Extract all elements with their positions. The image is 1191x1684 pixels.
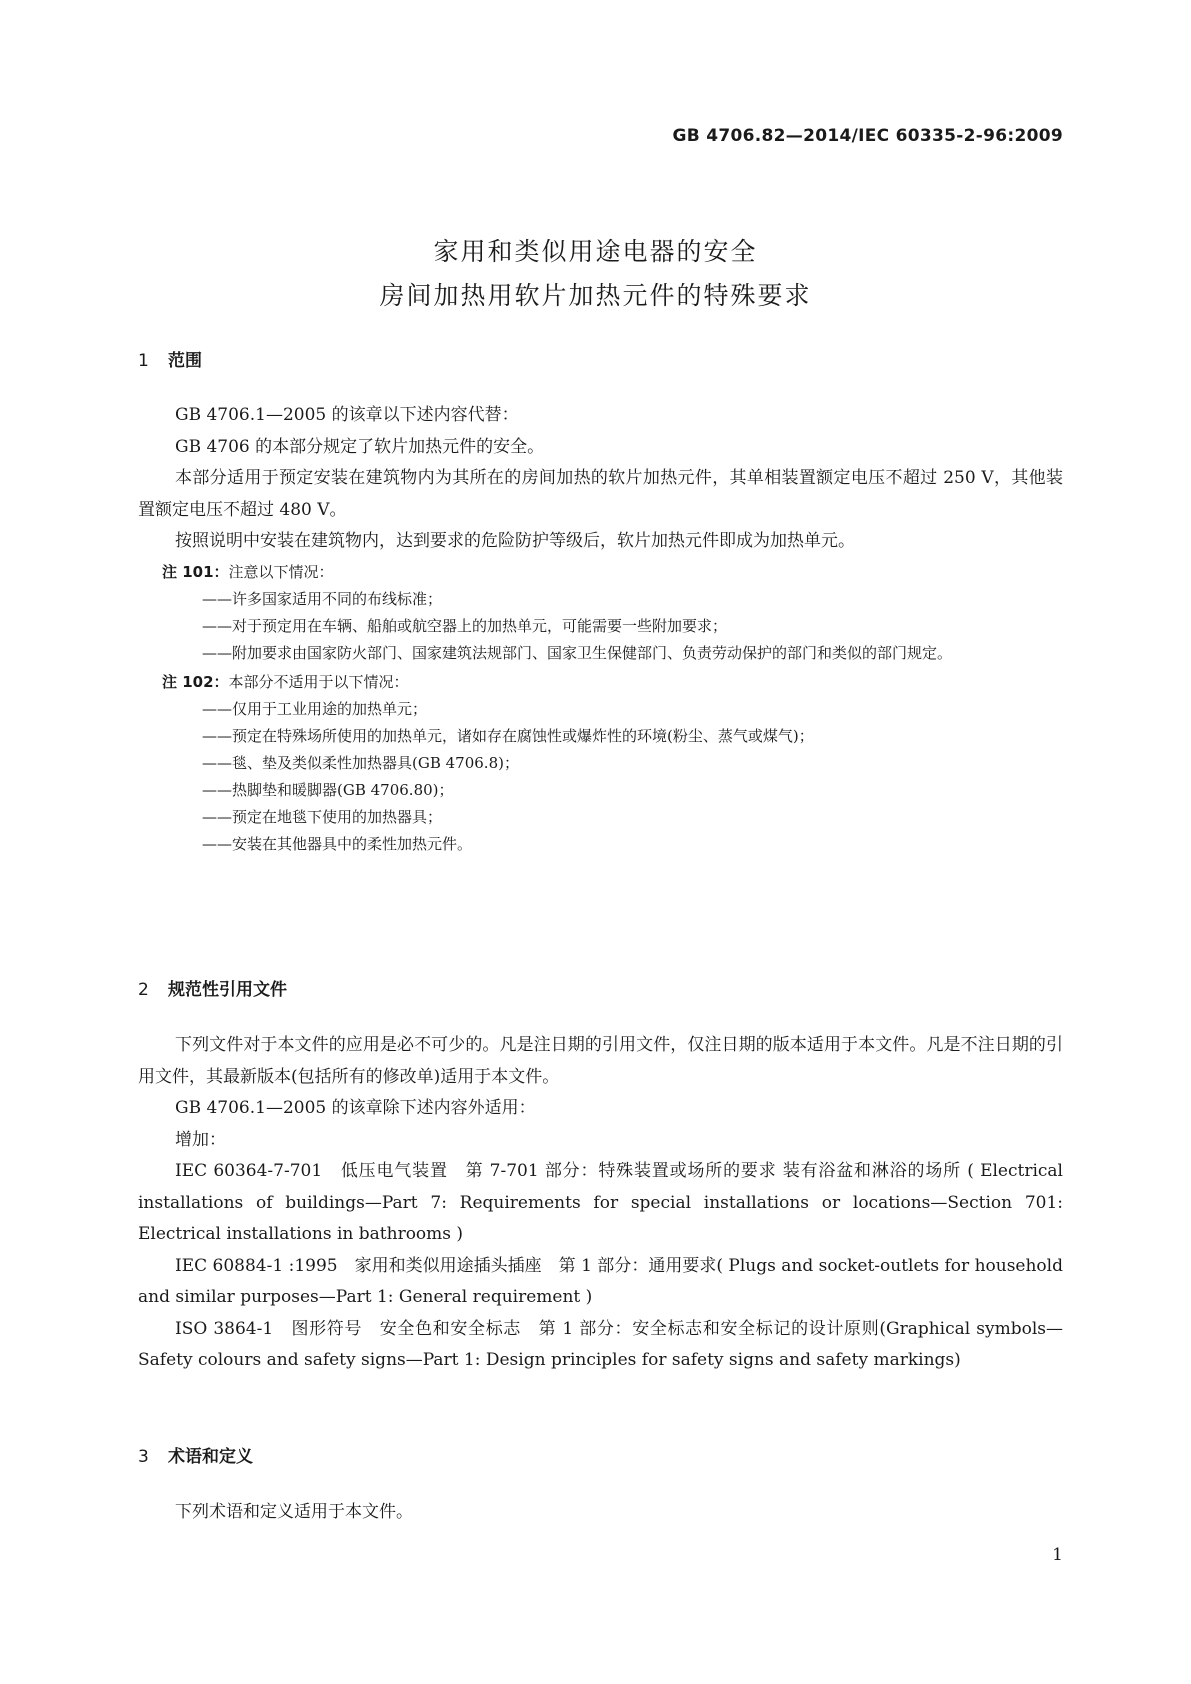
section-3-heading (138, 1442, 253, 1467)
title-line-1: 家用和类似用途电器的安全 (433, 237, 758, 266)
section-2-title: 规范性引用文件 (168, 980, 287, 1000)
note-102-line (138, 669, 1063, 696)
note-101 (138, 559, 1063, 667)
section-2-number: 2 (138, 980, 149, 1000)
reference-iec-60884: IEC 60884-1 :1995 家用和类似用途插头插座 第 1 部分：通用要求( Plugs and socket-outlets for household and similar purposes—Part 1: General requirement ) (138, 1255, 1063, 1307)
reference-iec-60364: IEC 60364-7-701 低压电气装置 第 7-701 部分：特殊装置或场所的要求 装有浴盆和淋浴的场所 ( Electrical installations of buildings—Part 7: Requirements for special installations or locations—Section 701: Electrical installations in bathrooms ) (138, 1161, 1063, 1244)
note-101-item-1: ——许多国家适用不同的布线标准； (202, 589, 443, 608)
title-line-2: 房间加热用软片加热元件的特殊要求 (379, 281, 812, 310)
section-1-para-1: GB 4706.1—2005 的该章以下述内容代替： (175, 405, 519, 425)
reference-iso-3864: ISO 3864-1 图形符号 安全色和安全标志 第 1 部分：安全标志和安全标记的设计原则(Graphical symbols—Safety colours and safety signs—Part 1: Design principles for safety signs and safety markings) (138, 1318, 1063, 1370)
section-1-body (138, 400, 1063, 858)
section-2-body (138, 1030, 1063, 1377)
note-102 (138, 669, 1063, 858)
note-102-item-6: ——安装在其他器具中的柔性加热元件。 (202, 834, 473, 853)
note-102-item-4: ——热脚垫和暖脚器(GB 4706.80)； (202, 780, 454, 799)
standard-code: GB 4706.82—2014/IEC 60335-2-96:2009 (672, 126, 1063, 146)
section-3-title: 术语和定义 (168, 1447, 253, 1467)
section-1-heading (138, 346, 202, 371)
note-102-item-1: ——仅用于工业用途的加热单元； (202, 699, 428, 718)
section-2-heading (138, 975, 287, 1000)
section-2-para-3: 增加： (175, 1129, 226, 1150)
section-3-number: 3 (138, 1447, 149, 1467)
note-102-label: 注 102： (162, 672, 229, 691)
note-102-item-3: ——毯、垫及类似柔性加热器具(GB 4706.8)； (202, 753, 519, 772)
document-title (0, 230, 1191, 318)
section-1-para-4: 按照说明中安装在建筑物内，达到要求的危险防护等级后，软片加热元件即成为加热单元。 (175, 531, 855, 551)
note-101-text: 注意以下情况： (228, 562, 334, 581)
note-101-label: 注 101： (162, 562, 229, 581)
section-3-para-1: 下列术语和定义适用于本文件。 (175, 1502, 413, 1522)
note-102-item-2: ——预定在特殊场所使用的加热单元，诸如存在腐蚀性或爆炸性的环境(粉尘、蒸气或煤气)； (202, 726, 814, 745)
note-101-line (138, 559, 1063, 586)
section-3-body (138, 1497, 1063, 1529)
section-1-number: 1 (138, 351, 149, 371)
section-1-title: 范围 (168, 351, 202, 371)
section-2-para-2: GB 4706.1—2005 的该章除下述内容外适用： (175, 1098, 536, 1118)
note-102-item-5: ——预定在地毯下使用的加热器具； (202, 807, 443, 826)
note-102-text: 本部分不适用于以下情况： (228, 672, 409, 691)
section-1-para-2: GB 4706 的本部分规定了软片加热元件的安全。 (175, 436, 545, 457)
section-1-para-3: 本部分适用于预定安装在建筑物内为其所在的房间加热的软片加热元件，其单相装置额定电压不超过 250 V，其他装置额定电压不超过 480 V。 (138, 468, 1063, 520)
section-2-para-1: 下列文件对于本文件的应用是必不可少的。凡是注日期的引用文件，仅注日期的版本适用于本文件。凡是不注日期的引用文件，其最新版本(包括所有的修改单)适用于本文件。 (138, 1035, 1063, 1087)
note-101-item-3: ——附加要求由国家防火部门、国家建筑法规部门、国家卫生保健部门、负责劳动保护的部门和类似的部门规定。 (202, 643, 953, 662)
note-101-item-2: ——对于预定用在车辆、船舶或航空器上的加热单元，可能需要一些附加要求； (202, 616, 728, 635)
page-number: 1 (1052, 1545, 1063, 1565)
